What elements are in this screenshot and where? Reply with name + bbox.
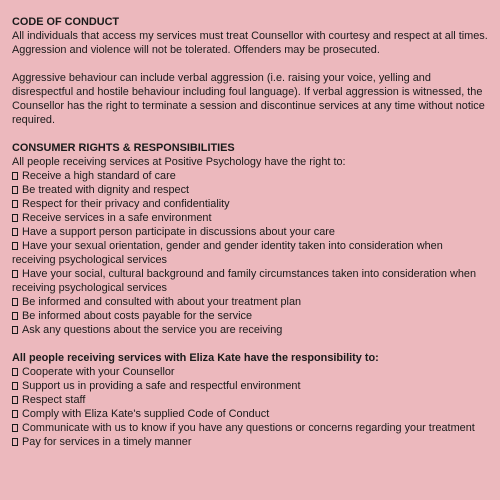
rights-intro: All people receiving services at Positive Psychology have the right to: [12, 156, 346, 168]
right-item [12, 295, 488, 309]
right-item-text: Receive a high standard of care [22, 170, 176, 182]
checkbox-glyph-icon [12, 172, 18, 180]
spacer [12, 337, 488, 351]
checkbox-glyph-icon [12, 326, 18, 334]
checkbox-glyph-icon [12, 396, 18, 404]
right-item [12, 239, 488, 267]
code-of-conduct-section [12, 15, 488, 127]
checkbox-glyph-icon [12, 382, 18, 390]
checkbox-glyph-icon [12, 270, 18, 278]
right-item [12, 211, 488, 225]
checkbox-glyph-icon [12, 368, 18, 376]
responsibilities-heading: All people receiving services with Eliza Kate have the responsibility to: [12, 352, 379, 364]
responsibility-item [12, 407, 488, 421]
checkbox-glyph-icon [12, 242, 18, 250]
right-item [12, 267, 488, 295]
responsibility-item [12, 435, 488, 449]
right-item-text: Respect for their privacy and confidentiality [22, 198, 230, 210]
responsibility-item-text: Comply with Eliza Kate's supplied Code of Conduct [22, 408, 270, 420]
checkbox-glyph-icon [12, 186, 18, 194]
right-item [12, 323, 488, 337]
right-item-text: Have a support person participate in discussions about your care [22, 226, 335, 238]
right-item [12, 183, 488, 197]
spacer [12, 57, 488, 71]
spacer [12, 127, 488, 141]
checkbox-glyph-icon [12, 214, 18, 222]
responsibility-item-text: Pay for services in a timely manner [22, 436, 192, 448]
responsibility-item [12, 365, 488, 379]
right-item [12, 169, 488, 183]
right-item-text: Be informed and consulted with about your treatment plan [22, 296, 302, 308]
right-item-text: Have your sexual orientation, gender and gender identity taken into consideration when receiving psychological services [12, 240, 443, 266]
checkbox-glyph-icon [12, 438, 18, 446]
code-of-conduct-heading: CODE OF CONDUCT [12, 16, 120, 28]
right-item [12, 309, 488, 323]
responsibilities-list [12, 365, 488, 449]
responsibility-item-text: Communicate with us to know if you have any questions or concerns regarding your treatment [22, 422, 475, 434]
responsibility-item [12, 379, 488, 393]
responsibilities-section [12, 351, 488, 449]
rights-section [12, 141, 488, 337]
responsibility-item-text: Cooperate with your Counsellor [22, 366, 175, 378]
right-item [12, 197, 488, 211]
checkbox-glyph-icon [12, 312, 18, 320]
responsibility-item [12, 421, 488, 435]
right-item-text: Be informed about costs payable for the service [22, 310, 253, 322]
right-item-text: Be treated with dignity and respect [22, 184, 190, 196]
checkbox-glyph-icon [12, 410, 18, 418]
right-item-text: Ask any questions about the service you are receiving [22, 324, 283, 336]
responsibility-item [12, 393, 488, 407]
right-item-text: Have your social, cultural background and family circumstances taken into consideration when receiving psychological services [12, 268, 477, 294]
rights-list [12, 169, 488, 337]
checkbox-glyph-icon [12, 298, 18, 306]
rights-heading: CONSUMER RIGHTS & RESPONSIBILITIES [12, 142, 235, 154]
responsibility-item-text: Respect staff [22, 394, 86, 406]
conduct-paragraph-2: Aggressive behaviour can include verbal aggression (i.e. raising your voice, yelling and disrespectful and hostile behaviour including foul language). If verbal aggression is witnessed, the Counsellor has the right to terminate a session and discontinue services at any time without notice required. [12, 72, 485, 126]
responsibility-item-text: Support us in providing a safe and respectful environment [22, 380, 301, 392]
conduct-paragraph-1: All individuals that access my services must treat Counsellor with courtesy and respect at all times. Aggression and violence will not be tolerated. Offenders may be prosecuted. [12, 30, 488, 56]
checkbox-glyph-icon [12, 424, 18, 432]
checkbox-glyph-icon [12, 228, 18, 236]
right-item [12, 225, 488, 239]
right-item-text: Receive services in a safe environment [22, 212, 212, 224]
checkbox-glyph-icon [12, 200, 18, 208]
